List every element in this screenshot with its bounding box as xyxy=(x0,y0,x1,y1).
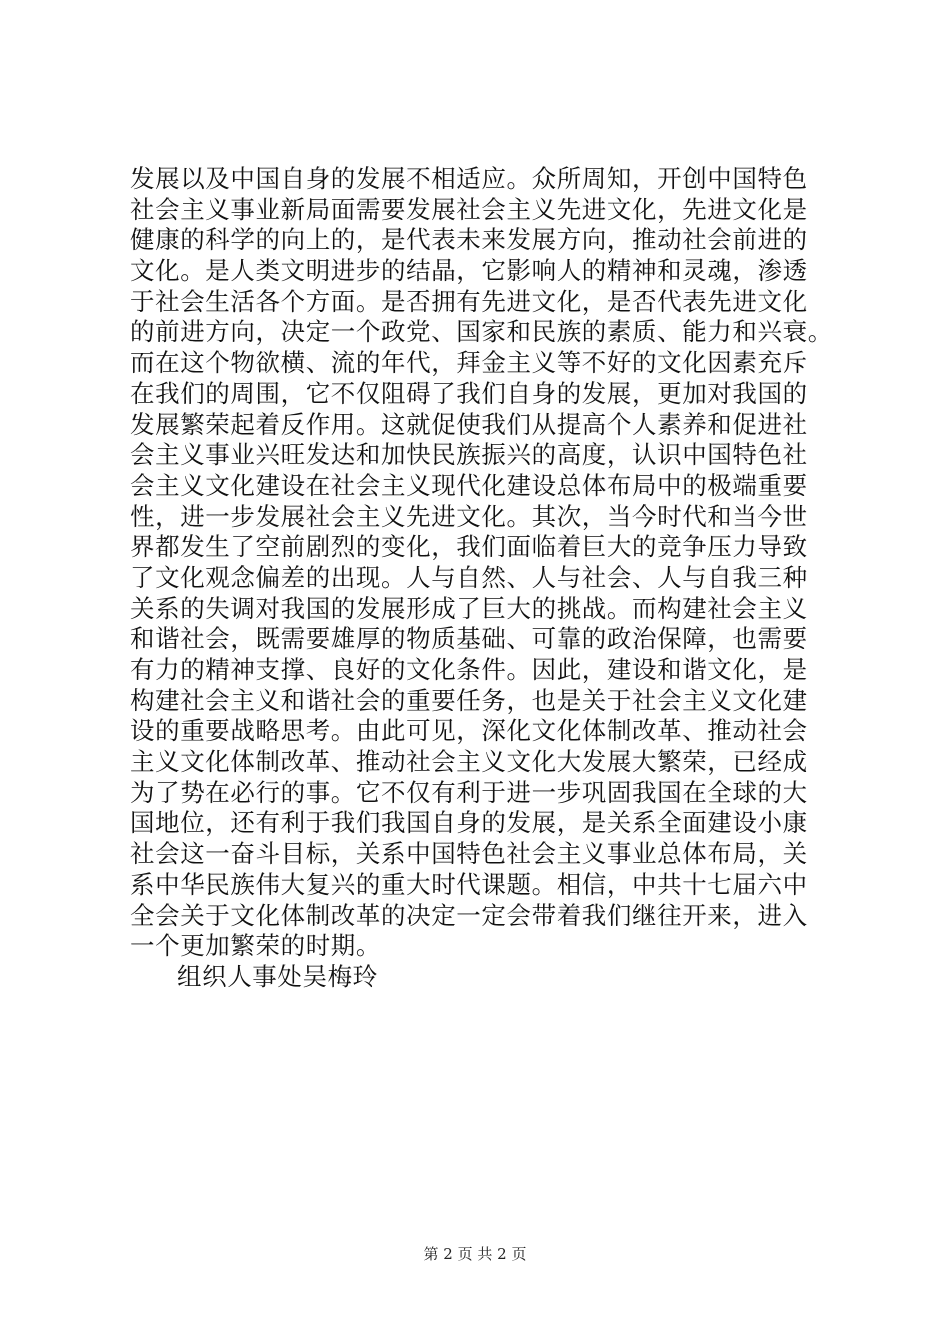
text-line: 关系的失调对我国的发展形成了巨大的挑战。而构建社会主义 xyxy=(130,593,808,623)
text-line: 会主义事业兴旺发达和加快民族振兴的高度，认识中国特色社 xyxy=(130,440,808,470)
text-line: 会主义文化建设在社会主义现代化建设总体布局中的极端重要 xyxy=(130,470,808,500)
text-line: 健康的科学的向上的，是代表未来发展方向，推动社会前进的 xyxy=(130,225,808,255)
text-line: 全会关于文化体制改革的决定一定会带着我们继往开来，进入 xyxy=(130,900,808,930)
text-line: 设的重要战略思考。由此可见，深化文化体制改革、推动社会 xyxy=(130,716,808,746)
page-footer: 第 2 页 共 2 页 xyxy=(423,1245,527,1263)
text-line: 社会主义事业新局面需要发展社会主义先进文化，先进文化是 xyxy=(130,194,808,224)
text-line: 于社会生活各个方面。是否拥有先进文化，是否代表先进文化 xyxy=(130,286,808,316)
text-line: 有力的精神支撑、良好的文化条件。因此，建设和谐文化，是 xyxy=(130,655,808,684)
text-line: 而在这个物欲横、流的年代，拜金主义等不好的文化因素充斥 xyxy=(130,348,808,378)
text-line: 和谐社会，既需要雄厚的物质基础、可靠的政治保障，也需要 xyxy=(130,624,808,654)
text-line: 性，进一步发展社会主义先进文化。其次，当今时代和当今世 xyxy=(130,501,808,531)
text-line: 发展以及中国自身的发展不相适应。众所周知，开创中国特色 xyxy=(130,164,808,193)
signature: 组织人事处吴梅玲 xyxy=(177,961,378,991)
text-line: 文化。是人类文明进步的结晶，它影响人的精神和灵魂，渗透 xyxy=(130,256,808,286)
text-line: 发展繁荣起着反作用。这就促使我们从提高个人素养和促进社 xyxy=(130,409,808,439)
text-line: 在我们的周围，它不仅阻碍了我们自身的发展，更加对我国的 xyxy=(130,378,808,408)
text-line: 的前进方向，决定一个政党、国家和民族的素质、能力和兴衰。 xyxy=(130,317,833,347)
text-line: 社会这一奋斗目标，关系中国特色社会主义事业总体布局，关 xyxy=(130,839,808,869)
text-line: 国地位，还有利于我们我国自身的发展，是关系全面建设小康 xyxy=(130,808,808,838)
text-line: 系中华民族伟大复兴的重大时代课题。相信，中共十七届六中 xyxy=(130,869,808,899)
text-line: 了文化观念偏差的出现。人与自然、人与社会、人与自我三种 xyxy=(130,562,808,592)
text-line: 构建社会主义和谐社会的重要任务，也是关于社会主义文化建 xyxy=(130,685,808,715)
text-line: 界都发生了空前剧烈的变化，我们面临着巨大的竞争压力导致 xyxy=(130,532,808,562)
text-line: 主义文化体制改革、推动社会主义文化大发展大繁荣，已经成 xyxy=(130,747,808,777)
text-line: 为了势在必行的事。它不仅有利于进一步巩固我国在全球的大 xyxy=(130,777,808,807)
body-text xyxy=(130,164,860,993)
text-line: 一个更加繁荣的时期。 xyxy=(130,931,381,961)
